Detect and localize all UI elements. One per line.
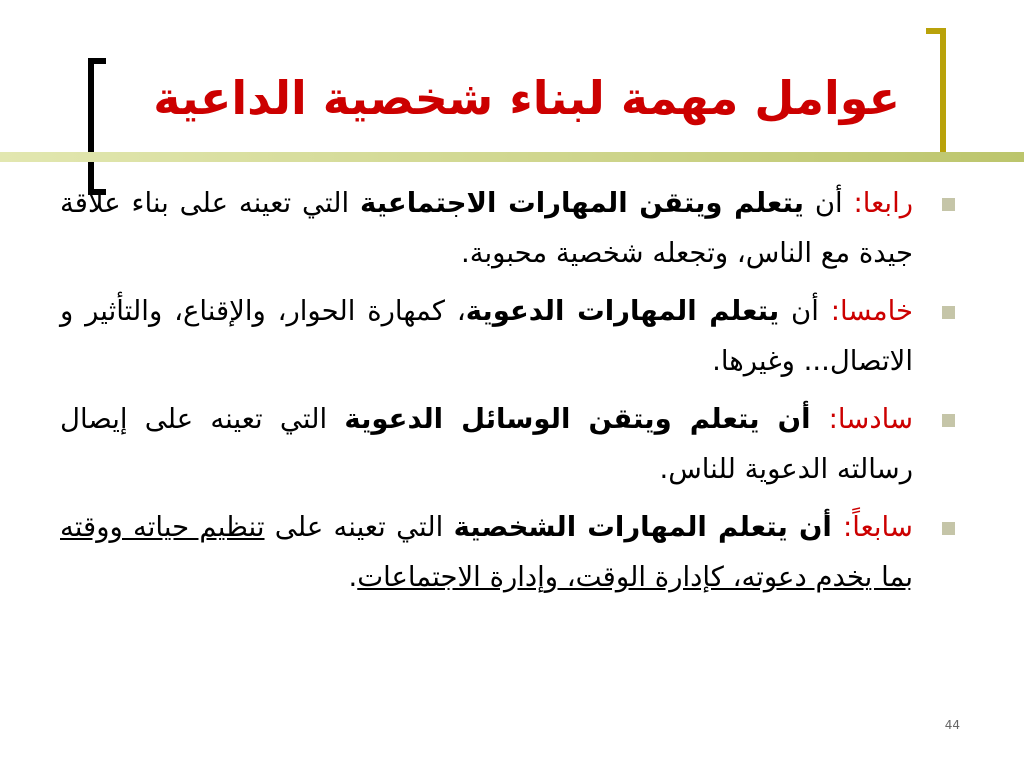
- item-label: رابعا:: [853, 187, 913, 219]
- item-bold-text: أن يتعلم ويتقن الوسائل الدعوية: [344, 403, 829, 435]
- list-item: [60, 394, 965, 494]
- list-item: [60, 502, 965, 602]
- list-item: [60, 178, 965, 278]
- item-label: سابعاً:: [842, 511, 913, 543]
- square-bullet-icon: [942, 414, 955, 427]
- item-bold-text: يتعلم المهارات الدعوية: [465, 295, 780, 327]
- slide-title: عوامل مهمة لبناء شخصية الداعية: [153, 71, 900, 125]
- left-bracket-decoration: [88, 58, 106, 195]
- item-bold-text: أن يتعلم المهارات الشخصية: [453, 511, 843, 543]
- page-number: 44: [944, 718, 960, 732]
- item-text: التي تعينه على بناء علاقة جيدة مع الناس، وتجعله شخصية محبوبة.: [60, 187, 913, 269]
- item-label: سادسا:: [828, 403, 914, 435]
- item-label: خامسا:: [830, 295, 913, 327]
- item-text: التي تعينه على: [264, 511, 454, 543]
- item-text: التي تعينه على إيصال رسالته الدعوية للناس.: [60, 403, 913, 485]
- item-text: .: [348, 561, 358, 593]
- title-underline-rule: [0, 152, 1024, 162]
- square-bullet-icon: [942, 522, 955, 535]
- item-bold-text: يتعلم ويتقن المهارات الاجتماعية: [360, 187, 805, 219]
- bullet-list: [60, 178, 965, 610]
- item-text: ، كمهارة الحوار، والإقناع، والتأثير و الاتصال... وغيرها.: [60, 295, 913, 377]
- right-bracket-decoration: [926, 28, 946, 160]
- item-text: أن: [804, 187, 854, 219]
- square-bullet-icon: [942, 198, 955, 211]
- square-bullet-icon: [942, 306, 955, 319]
- item-text: أن: [779, 295, 831, 327]
- list-item: [60, 286, 965, 386]
- item-underlined-text: تنظيم حياته ووقته بما يخدم دعوته، كإدارة الوقت، وإدارة الاجتماعات: [60, 511, 913, 593]
